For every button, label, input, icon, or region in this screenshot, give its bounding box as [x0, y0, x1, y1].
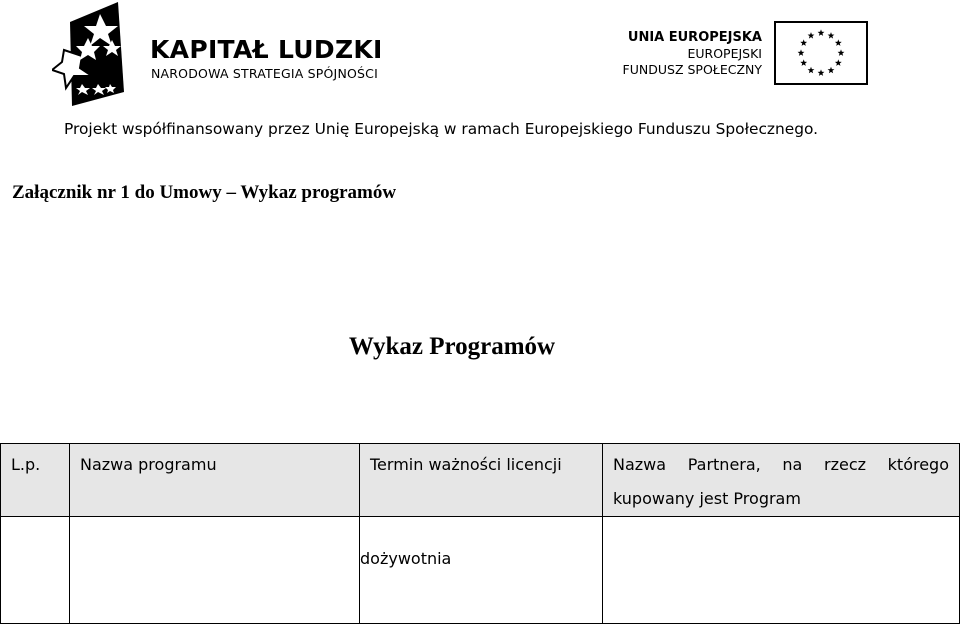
table-header-row [1, 444, 960, 517]
header-partner-name-label: Nazwa Partnera, na rzecz którego kupowany jest Program [613, 455, 949, 508]
header-license-term [360, 444, 603, 517]
header-lp-label: L.p. [11, 455, 41, 474]
eu-logo-text [623, 29, 762, 78]
header-license-term-label: Termin ważności licencji [370, 455, 562, 474]
eu-line-union: UNIA EUROPEJSKA [627, 30, 762, 45]
project-cofinancing-statement: Projekt współfinansowany przez Unię Europejską w ramach Europejskiego Funduszu Społecznego. [64, 120, 819, 138]
cell-partner-name [603, 517, 960, 624]
header-program-name [70, 444, 360, 517]
header-program-name-label: Nazwa programu [80, 455, 217, 474]
cell-license-term: dożywotnia [360, 517, 603, 624]
table-row [1, 517, 960, 624]
cell-program-name [70, 517, 360, 624]
annex-title: Załącznik nr 1 do Umowy – Wykaz programów [12, 182, 397, 203]
kapital-ludzki-subtitle: NARODOWA STRATEGIA SPÓJNOŚCI [151, 66, 378, 81]
cell-lp [1, 517, 70, 624]
kapital-ludzki-title: KAPITAŁ LUDZKI [150, 35, 383, 64]
header-lp [1, 444, 70, 517]
header-partner-name [603, 444, 960, 517]
eu-flag-icon [774, 21, 868, 85]
eu-line-european: EUROPEJSKI [687, 46, 762, 61]
eu-line-social-fund: FUNDUSZ SPOŁECZNY [622, 62, 762, 77]
programs-table [0, 443, 960, 624]
kapital-ludzki-emblem [52, 0, 132, 108]
programs-list-title: Wykaz Programów [348, 333, 556, 360]
